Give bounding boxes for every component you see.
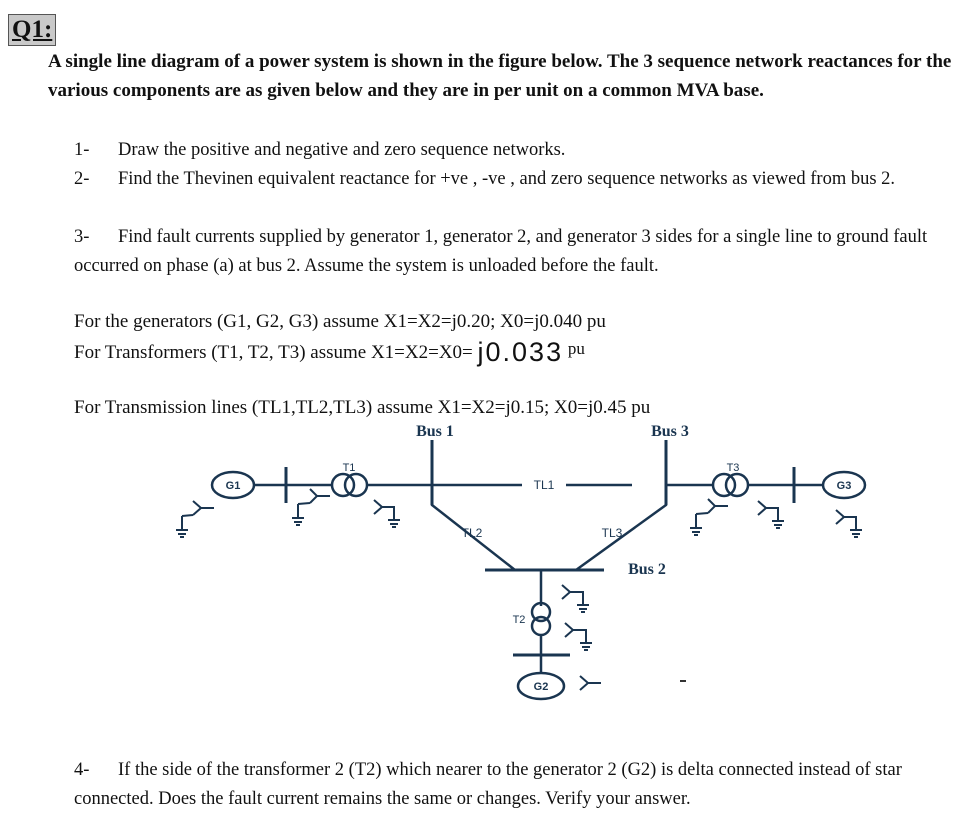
transformer-t3-symbol	[713, 474, 735, 496]
transformers-prefix: For Transformers (T1, T2, T3) assume X1=X2=X0=	[74, 342, 473, 363]
task-item-4-number: 4-	[74, 760, 90, 780]
task-item-2-text: Find the Thevinen equivalent reactance for +ve , -ve , and zero sequence networks as viewed from bus 2.	[118, 169, 896, 189]
g2-label: G2	[533, 681, 549, 693]
tl1-label: TL1	[533, 478, 555, 492]
bus3-label: Bus 3	[651, 423, 689, 440]
t3-label: T3	[726, 462, 740, 474]
transformers-value: j0.033	[477, 337, 564, 367]
question-number: Q1:	[8, 14, 56, 46]
transformer-t1-symbol	[332, 474, 354, 496]
transformers-unit: pu	[567, 339, 585, 358]
task-item-1-number: 1-	[74, 140, 90, 160]
task-item-3-number: 3-	[74, 227, 90, 247]
t1-label: T1	[342, 462, 356, 474]
task-item-4-text: If the side of the transformer 2 (T2) which nearer to the generator 2 (G2) is delta connected instead of star connected. Does the fault current remains the same or changes. Verify your answer.	[74, 760, 902, 809]
question-intro: A single line diagram of a power system is shown in the figure below. The 3 sequence network reactances for the various components are as given below and they are in per unit on a common MVA base.	[48, 51, 952, 101]
tl3-label: TL3	[601, 526, 623, 540]
task-item-4	[74, 756, 954, 814]
task-item-3-text: Find fault currents supplied by generator 1, generator 2, and generator 3 sides for a single line to ground fault occurred on phase (a) at bus 2. Assume the system is unloaded before the fault.	[74, 227, 928, 276]
bus2-label: Bus 2	[628, 561, 666, 578]
tl2-label: TL2	[461, 526, 483, 540]
task-item-2-number: 2-	[74, 169, 90, 189]
bus1-label: Bus 1	[416, 423, 454, 440]
generators-data: For the generators (G1, G2, G3) assume X1=X2=j0.20; X0=j0.040 pu	[74, 311, 606, 332]
task-item-1-text: Draw the positive and negative and zero sequence networks.	[118, 140, 566, 160]
lines-data: For Transmission lines (TL1,TL2,TL3) assume X1=X2=j0.15; X0=j0.45 pu	[74, 397, 651, 418]
g3-label: G3	[836, 480, 852, 492]
t2-label: T2	[512, 614, 526, 626]
g1-label: G1	[225, 480, 241, 492]
